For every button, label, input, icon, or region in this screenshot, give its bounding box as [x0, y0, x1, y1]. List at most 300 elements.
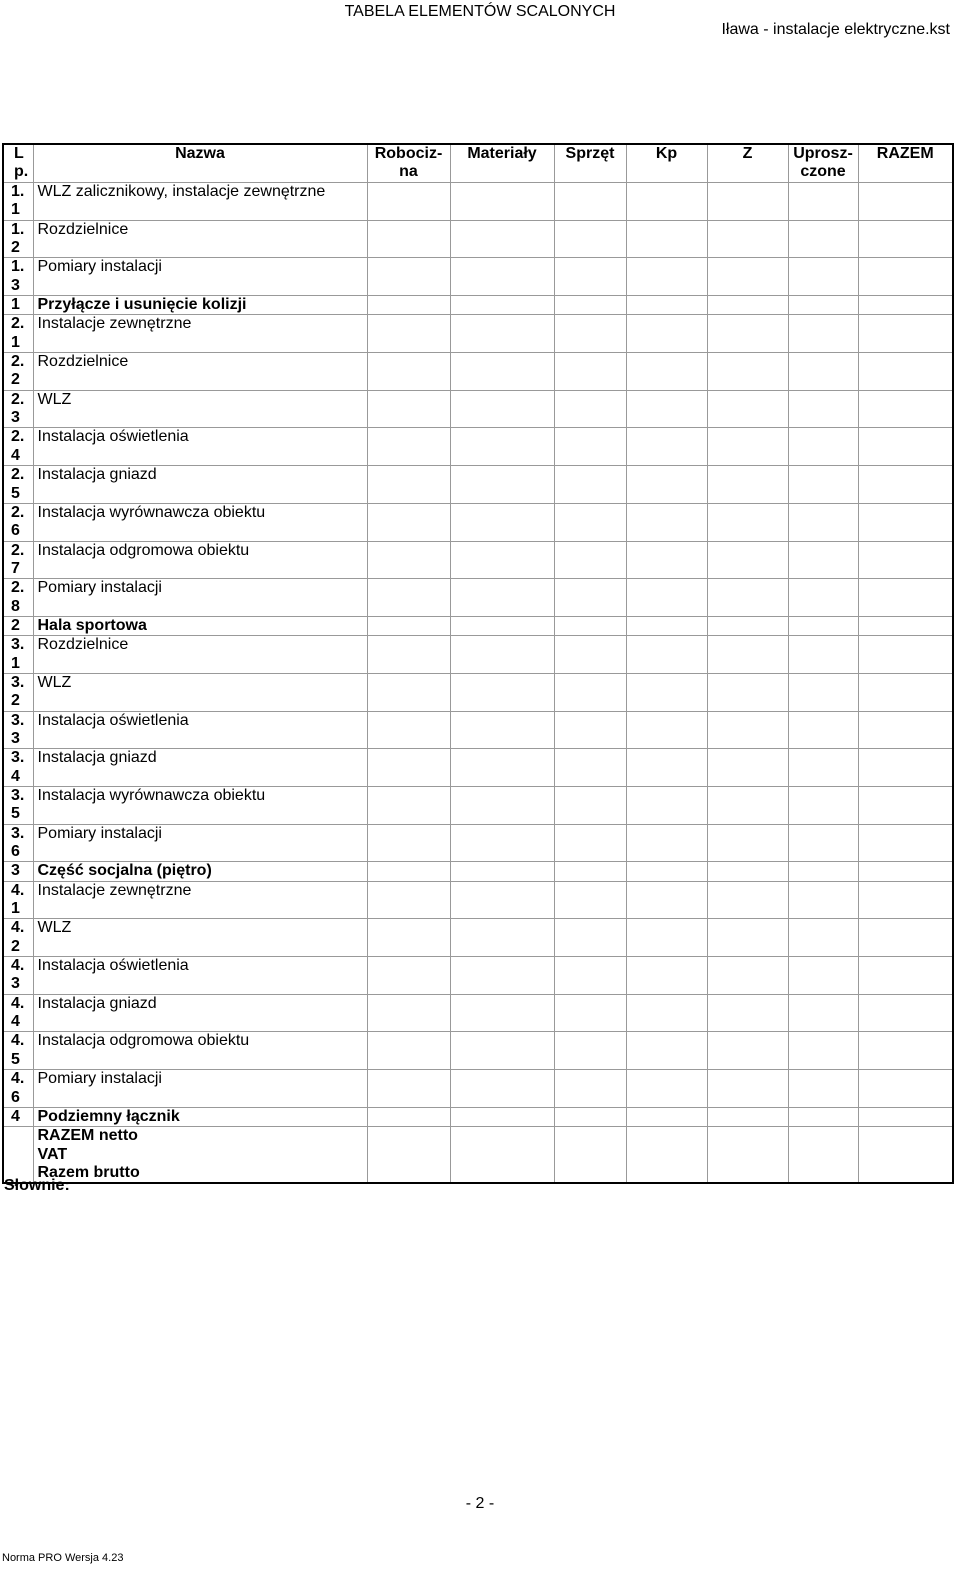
row-name: Pomiary instalacji — [33, 579, 367, 617]
cell-sprzet — [554, 787, 626, 825]
cell-kp — [626, 749, 707, 787]
cell-razem — [858, 824, 953, 862]
cell-z — [707, 1107, 788, 1126]
cell-z — [707, 1164, 788, 1183]
cell-uproszczone — [788, 749, 858, 787]
cell-robocizna — [367, 296, 450, 315]
cell-z — [707, 503, 788, 541]
cell-sprzet — [554, 824, 626, 862]
row-name: Instalacja gniazd — [33, 994, 367, 1032]
cell-uproszczone — [788, 616, 858, 635]
cell-z — [707, 183, 788, 221]
row-lp — [3, 1146, 33, 1164]
cell-robocizna — [367, 749, 450, 787]
cell-sprzet — [554, 1107, 626, 1126]
cell-robocizna — [367, 1032, 450, 1070]
cell-materialy — [450, 673, 554, 711]
row-name: WLZ — [33, 673, 367, 711]
cell-kp — [626, 296, 707, 315]
cell-sprzet — [554, 1164, 626, 1183]
cell-kp — [626, 711, 707, 749]
cell-materialy — [450, 881, 554, 919]
cell-robocizna — [367, 503, 450, 541]
table-row — [3, 673, 953, 711]
cell-kp — [626, 1107, 707, 1126]
cell-z — [707, 957, 788, 995]
row-lp: 3. 3 — [3, 711, 33, 749]
cell-kp — [626, 1164, 707, 1183]
row-name: Instalacja oświetlenia — [33, 957, 367, 995]
cell-sprzet — [554, 711, 626, 749]
cell-z — [707, 1070, 788, 1108]
cell-razem — [858, 787, 953, 825]
row-lp: 3. 4 — [3, 749, 33, 787]
cell-z — [707, 390, 788, 428]
row-lp: 1 — [3, 296, 33, 315]
cell-razem — [858, 881, 953, 919]
cell-robocizna — [367, 919, 450, 957]
cell-robocizna — [367, 220, 450, 258]
col-robocizna: Robociz- na — [367, 144, 450, 183]
cell-kp — [626, 220, 707, 258]
document-title: TABELA ELEMENTÓW SCALONYCH — [344, 3, 616, 20]
cell-sprzet — [554, 636, 626, 674]
cell-kp — [626, 315, 707, 353]
col-z: Z — [707, 144, 788, 183]
cell-z — [707, 296, 788, 315]
summary-name: RAZEM netto — [33, 1127, 367, 1146]
table-row — [3, 503, 953, 541]
cell-sprzet — [554, 919, 626, 957]
row-lp: 3. 1 — [3, 636, 33, 674]
elements-table — [2, 143, 954, 1184]
row-lp: 1. 3 — [3, 258, 33, 296]
cell-robocizna — [367, 787, 450, 825]
table-row — [3, 1032, 953, 1070]
cell-robocizna — [367, 862, 450, 881]
cell-materialy — [450, 428, 554, 466]
cell-kp — [626, 1127, 707, 1146]
table-row — [3, 881, 953, 919]
cell-uproszczone — [788, 315, 858, 353]
row-name: Pomiary instalacji — [33, 1070, 367, 1108]
table-row — [3, 711, 953, 749]
row-name: Instalacja oświetlenia — [33, 711, 367, 749]
cell-z — [707, 541, 788, 579]
cell-robocizna — [367, 466, 450, 504]
row-lp: 2. 8 — [3, 579, 33, 617]
cell-sprzet — [554, 296, 626, 315]
cell-robocizna — [367, 353, 450, 391]
cell-razem — [858, 1127, 953, 1146]
cell-robocizna — [367, 824, 450, 862]
cell-sprzet — [554, 390, 626, 428]
cell-sprzet — [554, 616, 626, 635]
cell-z — [707, 579, 788, 617]
cell-kp — [626, 390, 707, 428]
row-name: Instalacja odgromowa obiektu — [33, 541, 367, 579]
cell-z — [707, 881, 788, 919]
cell-robocizna — [367, 616, 450, 635]
cell-kp — [626, 673, 707, 711]
cell-kp — [626, 428, 707, 466]
cell-razem — [858, 749, 953, 787]
cell-sprzet — [554, 220, 626, 258]
cell-robocizna — [367, 183, 450, 221]
cell-razem — [858, 1146, 953, 1164]
cell-robocizna — [367, 711, 450, 749]
cell-z — [707, 353, 788, 391]
cell-kp — [626, 862, 707, 881]
cell-materialy — [450, 711, 554, 749]
row-lp: 3 — [3, 862, 33, 881]
col-materialy: Materiały — [450, 144, 554, 183]
cell-uproszczone — [788, 957, 858, 995]
summary-row — [3, 1164, 953, 1183]
cell-materialy — [450, 824, 554, 862]
table-row — [3, 258, 953, 296]
table-row — [3, 428, 953, 466]
table-row — [3, 787, 953, 825]
cell-sprzet — [554, 1070, 626, 1108]
row-lp: 4. 2 — [3, 919, 33, 957]
row-name: Pomiary instalacji — [33, 824, 367, 862]
cell-sprzet — [554, 881, 626, 919]
cell-uproszczone — [788, 1164, 858, 1183]
cell-robocizna — [367, 957, 450, 995]
cell-robocizna — [367, 315, 450, 353]
cell-razem — [858, 466, 953, 504]
cell-z — [707, 1146, 788, 1164]
row-name: WLZ zalicznikowy, instalacje zewnętrzne — [33, 183, 367, 221]
cell-kp — [626, 183, 707, 221]
row-name: Podziemny łącznik — [33, 1107, 367, 1126]
cell-razem — [858, 994, 953, 1032]
cell-materialy — [450, 616, 554, 635]
cell-uproszczone — [788, 862, 858, 881]
group-row — [3, 616, 953, 635]
cell-uproszczone — [788, 1127, 858, 1146]
cell-sprzet — [554, 862, 626, 881]
cell-kp — [626, 579, 707, 617]
cell-robocizna — [367, 258, 450, 296]
cell-kp — [626, 994, 707, 1032]
col-kp: Kp — [626, 144, 707, 183]
cell-z — [707, 673, 788, 711]
group-row — [3, 296, 953, 315]
cell-sprzet — [554, 579, 626, 617]
cell-z — [707, 315, 788, 353]
table-row — [3, 636, 953, 674]
table-row — [3, 994, 953, 1032]
row-lp: 4. 4 — [3, 994, 33, 1032]
cell-robocizna — [367, 881, 450, 919]
cell-kp — [626, 503, 707, 541]
cell-razem — [858, 636, 953, 674]
cell-razem — [858, 919, 953, 957]
cell-uproszczone — [788, 994, 858, 1032]
cell-materialy — [450, 258, 554, 296]
cell-uproszczone — [788, 787, 858, 825]
cell-robocizna — [367, 1107, 450, 1126]
cell-materialy — [450, 749, 554, 787]
cell-uproszczone — [788, 636, 858, 674]
cell-materialy — [450, 994, 554, 1032]
cell-kp — [626, 1146, 707, 1164]
cell-razem — [858, 258, 953, 296]
cell-sprzet — [554, 1146, 626, 1164]
cell-robocizna — [367, 1070, 450, 1108]
cell-razem — [858, 862, 953, 881]
cell-sprzet — [554, 994, 626, 1032]
cell-uproszczone — [788, 881, 858, 919]
row-name: Instalacja gniazd — [33, 749, 367, 787]
cell-uproszczone — [788, 428, 858, 466]
cell-z — [707, 258, 788, 296]
cell-z — [707, 428, 788, 466]
cell-uproszczone — [788, 503, 858, 541]
table-row — [3, 353, 953, 391]
cell-kp — [626, 1032, 707, 1070]
col-sprzet: Sprzęt — [554, 144, 626, 183]
cell-razem — [858, 1070, 953, 1108]
row-name: Instalacja odgromowa obiektu — [33, 1032, 367, 1070]
row-lp: 2. 5 — [3, 466, 33, 504]
row-lp — [3, 1127, 33, 1146]
cell-materialy — [450, 1107, 554, 1126]
row-lp: 3. 6 — [3, 824, 33, 862]
cell-kp — [626, 957, 707, 995]
cell-sprzet — [554, 1032, 626, 1070]
cell-kp — [626, 541, 707, 579]
cell-materialy — [450, 1127, 554, 1146]
cell-uproszczone — [788, 1107, 858, 1126]
cell-razem — [858, 428, 953, 466]
row-lp: 2. 1 — [3, 315, 33, 353]
cell-z — [707, 749, 788, 787]
cell-materialy — [450, 353, 554, 391]
cell-kp — [626, 881, 707, 919]
slownie-label: Słownie: — [4, 1177, 70, 1194]
table-row — [3, 1070, 953, 1108]
cell-kp — [626, 353, 707, 391]
cell-sprzet — [554, 503, 626, 541]
cell-sprzet — [554, 353, 626, 391]
cell-sprzet — [554, 541, 626, 579]
col-lp: L p. — [3, 144, 33, 183]
row-name: Instalacje zewnętrzne — [33, 315, 367, 353]
cell-uproszczone — [788, 258, 858, 296]
cell-z — [707, 466, 788, 504]
row-lp: 2. 4 — [3, 428, 33, 466]
row-lp: 2 — [3, 616, 33, 635]
cell-z — [707, 711, 788, 749]
row-lp: 2. 2 — [3, 353, 33, 391]
cell-sprzet — [554, 1127, 626, 1146]
cell-robocizna — [367, 428, 450, 466]
row-name: WLZ — [33, 390, 367, 428]
cell-uproszczone — [788, 296, 858, 315]
cell-sprzet — [554, 315, 626, 353]
cell-robocizna — [367, 1127, 450, 1146]
table-row — [3, 466, 953, 504]
cell-sprzet — [554, 957, 626, 995]
cell-kp — [626, 787, 707, 825]
software-footer: Norma PRO Wersja 4.23 — [2, 1552, 124, 1564]
cell-materialy — [450, 183, 554, 221]
col-uproszczone: Uprosz- czone — [788, 144, 858, 183]
cell-z — [707, 862, 788, 881]
cell-uproszczone — [788, 541, 858, 579]
cell-materialy — [450, 390, 554, 428]
cell-razem — [858, 315, 953, 353]
table-row — [3, 390, 953, 428]
cell-kp — [626, 466, 707, 504]
cell-sprzet — [554, 183, 626, 221]
file-name: Iława - instalacje elektryczne.kst — [721, 21, 950, 38]
cell-z — [707, 636, 788, 674]
table-row — [3, 919, 953, 957]
cell-kp — [626, 258, 707, 296]
row-name: Pomiary instalacji — [33, 258, 367, 296]
cell-materialy — [450, 919, 554, 957]
cell-razem — [858, 296, 953, 315]
cell-uproszczone — [788, 183, 858, 221]
row-lp: 4. 1 — [3, 881, 33, 919]
cell-kp — [626, 1070, 707, 1108]
cell-robocizna — [367, 1164, 450, 1183]
cell-materialy — [450, 1164, 554, 1183]
cell-materialy — [450, 220, 554, 258]
cell-z — [707, 616, 788, 635]
cell-z — [707, 1127, 788, 1146]
cell-robocizna — [367, 390, 450, 428]
cell-uproszczone — [788, 466, 858, 504]
cell-uproszczone — [788, 1070, 858, 1108]
row-lp: 2. 3 — [3, 390, 33, 428]
row-lp: 4. 3 — [3, 957, 33, 995]
table-row — [3, 824, 953, 862]
cell-materialy — [450, 503, 554, 541]
cell-kp — [626, 616, 707, 635]
cell-robocizna — [367, 579, 450, 617]
cell-robocizna — [367, 636, 450, 674]
cell-materialy — [450, 466, 554, 504]
cell-materialy — [450, 579, 554, 617]
table-row — [3, 579, 953, 617]
cell-razem — [858, 711, 953, 749]
cell-z — [707, 824, 788, 862]
row-name: Instalacje zewnętrzne — [33, 881, 367, 919]
row-lp: 1. 1 — [3, 183, 33, 221]
cell-razem — [858, 541, 953, 579]
cell-razem — [858, 616, 953, 635]
cell-materialy — [450, 636, 554, 674]
cell-uproszczone — [788, 390, 858, 428]
cell-kp — [626, 919, 707, 957]
row-name: Instalacja wyrównawcza obiektu — [33, 503, 367, 541]
table-row — [3, 315, 953, 353]
cell-razem — [858, 390, 953, 428]
cell-uproszczone — [788, 220, 858, 258]
cell-uproszczone — [788, 919, 858, 957]
cell-sprzet — [554, 749, 626, 787]
cell-uproszczone — [788, 673, 858, 711]
cell-sprzet — [554, 466, 626, 504]
cell-razem — [858, 353, 953, 391]
table-row — [3, 183, 953, 221]
cell-sprzet — [554, 258, 626, 296]
cell-z — [707, 787, 788, 825]
cell-robocizna — [367, 1146, 450, 1164]
cell-z — [707, 1032, 788, 1070]
group-row — [3, 1107, 953, 1126]
cell-robocizna — [367, 994, 450, 1032]
row-name: Część socjalna (piętro) — [33, 862, 367, 881]
row-name: Hala sportowa — [33, 616, 367, 635]
row-name: Rozdzielnice — [33, 353, 367, 391]
cell-materialy — [450, 957, 554, 995]
row-lp: 4 — [3, 1107, 33, 1126]
cell-z — [707, 220, 788, 258]
cell-robocizna — [367, 541, 450, 579]
col-razem: RAZEM — [858, 144, 953, 183]
summary-name: Razem brutto — [33, 1164, 367, 1183]
summary-row — [3, 1127, 953, 1146]
cell-z — [707, 994, 788, 1032]
cell-materialy — [450, 296, 554, 315]
summary-row — [3, 1146, 953, 1164]
summary-name: VAT — [33, 1146, 367, 1164]
cell-z — [707, 919, 788, 957]
cell-uproszczone — [788, 824, 858, 862]
row-name: Instalacja oświetlenia — [33, 428, 367, 466]
row-name: Rozdzielnice — [33, 636, 367, 674]
cell-robocizna — [367, 673, 450, 711]
table-row — [3, 220, 953, 258]
cell-uproszczone — [788, 353, 858, 391]
row-name: Instalacja gniazd — [33, 466, 367, 504]
row-lp: 3. 2 — [3, 673, 33, 711]
cell-kp — [626, 636, 707, 674]
row-lp: 2. 7 — [3, 541, 33, 579]
cell-uproszczone — [788, 579, 858, 617]
row-name: Instalacja wyrównawcza obiektu — [33, 787, 367, 825]
cell-razem — [858, 579, 953, 617]
cell-uproszczone — [788, 1146, 858, 1164]
row-name: WLZ — [33, 919, 367, 957]
cell-sprzet — [554, 428, 626, 466]
cell-kp — [626, 824, 707, 862]
cell-materialy — [450, 1146, 554, 1164]
cell-razem — [858, 220, 953, 258]
cell-uproszczone — [788, 1032, 858, 1070]
row-name: Przyłącze i usunięcie kolizji — [33, 296, 367, 315]
row-lp: 1. 2 — [3, 220, 33, 258]
cell-materialy — [450, 787, 554, 825]
cell-materialy — [450, 1070, 554, 1108]
cell-razem — [858, 503, 953, 541]
cell-sprzet — [554, 673, 626, 711]
cell-materialy — [450, 1032, 554, 1070]
cell-uproszczone — [788, 711, 858, 749]
cell-materialy — [450, 541, 554, 579]
cell-razem — [858, 673, 953, 711]
cell-materialy — [450, 315, 554, 353]
table-row — [3, 541, 953, 579]
col-nazwa: Nazwa — [33, 144, 367, 183]
table-row — [3, 957, 953, 995]
